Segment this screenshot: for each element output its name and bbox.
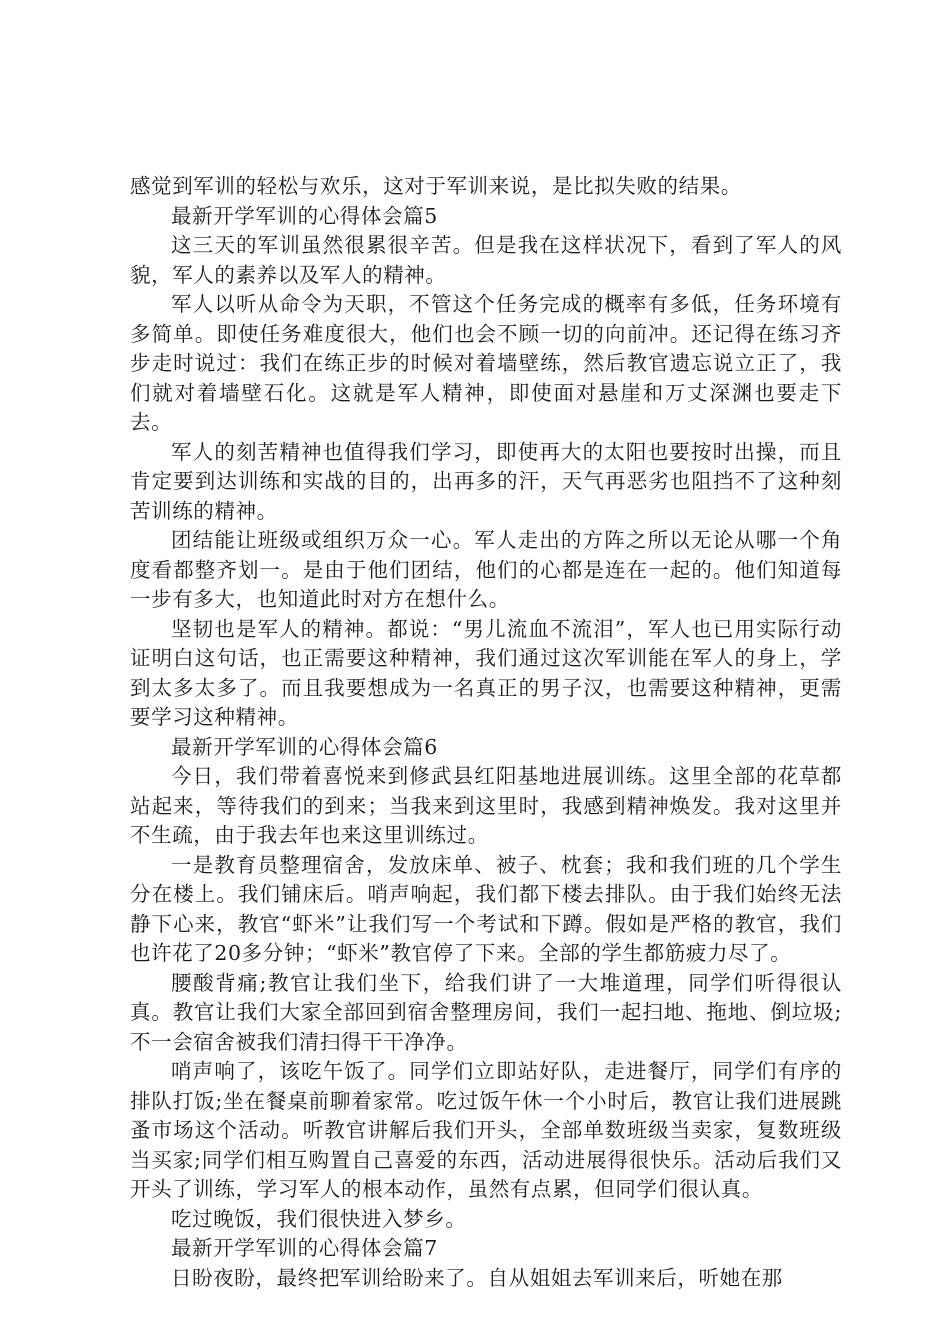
- document-body: [130, 172, 842, 1293]
- section-heading-6: 最新开学军训的心得体会篇6: [171, 734, 438, 759]
- paragraph: 吃过晚饭，我们很快进入梦乡。: [171, 1206, 467, 1231]
- paragraph: 军人以听从命令为天职，不管这个任务完成的概率有多低，任务环境有多简单。即使任务难度很大，他们也会不顾一切的向前冲。还记得在练习齐步走时说过：我们在练正步的时候对着墙壁练，然后教官遗忘说立正了，我们就对着墙壁石化。这就是军人精神，即使面对悬崖和万丈深渊也要走下去。: [130, 292, 842, 434]
- paragraph: 军人的刻苦精神也值得我们学习，即使再大的太阳也要按时出操，而且肯定要到达训练和实战的目的，出再多的汗，天气再恶劣也阻挡不了这种刻苦训练的精神。: [130, 439, 842, 523]
- paragraph-continuation: 感觉到军训的轻松与欢乐，这对于军训来说，是比拟失败的结果。: [130, 174, 742, 198]
- paragraph: 日盼夜盼，最终把军训给盼来了。自从姐姐去军训来后，听她在那: [171, 1265, 783, 1290]
- paragraph: 这三天的军训虽然很累很辛苦。但是我在这样状况下，看到了军人的风貌，军人的素养以及军人的精神。: [130, 233, 842, 287]
- section-heading-5: 最新开学军训的心得体会篇5: [171, 203, 438, 228]
- paragraph: 哨声响了，该吃午饭了。同学们立即站好队，走进餐厅，同学们有序的排队打饭;坐在餐桌前聊着家常。吃过饭午休一个小时后，教官让我们进展跳蚤市场这个活动。听教官讲解后我们开头，全部单数班级当卖家，复数班级当买家;同学们相互购置自己喜爱的东西，活动进展得很快乐。活动后我们又开头了训练，学习军人的根本动作，虽然有点累，但同学们很认真。: [130, 1059, 842, 1201]
- paragraph: 今日，我们带着喜悦来到修武县红阳基地进展训练。这里全部的花草都站起来，等待我们的到来；当我来到这里时，我感到精神焕发。我对这里并不生疏，由于我去年也来这里训练过。: [130, 764, 842, 847]
- paragraph: 腰酸背痛;教官让我们坐下，给我们讲了一大堆道理，同学们听得很认真。教官让我们大家全部回到宿舍整理房间，我们一起扫地、拖地、倒垃圾;不一会宿舍被我们清扫得干干净净。: [130, 970, 842, 1054]
- paragraph: 团结能让班级或组织万众一心。军人走出的方阵之所以无论从哪一个角度看都整齐划一。是由于他们团结，他们的心都是连在一起的。他们知道每一步有多大，也知道此时对方在想什么。: [130, 528, 842, 611]
- section-heading-7: 最新开学军训的心得体会篇7: [171, 1236, 438, 1260]
- paragraph: 一是教育员整理宿舍，发放床单、被子、枕套；我和我们班的几个学生分在楼上。我们铺床后。哨声响起，我们都下楼去排队。由于我们始终无法静下心来，教官“虾米”让我们写一个考试和下蹲。假如是严格的教官，我们也许花了20多分钟；“虾米”教官停了下来。全部的学生都筋疲力尽了。: [130, 852, 842, 965]
- paragraph: 坚韧也是军人的精神。都说：“男儿流血不流泪”，军人也已用实际行动证明白这句话，也正需要这种精神，我们通过这次军训能在军人的身上，学到太多太多了。而且我要想成为一名真正的男子汉，也需要这种精神，更需要学习这种精神。: [130, 616, 842, 729]
